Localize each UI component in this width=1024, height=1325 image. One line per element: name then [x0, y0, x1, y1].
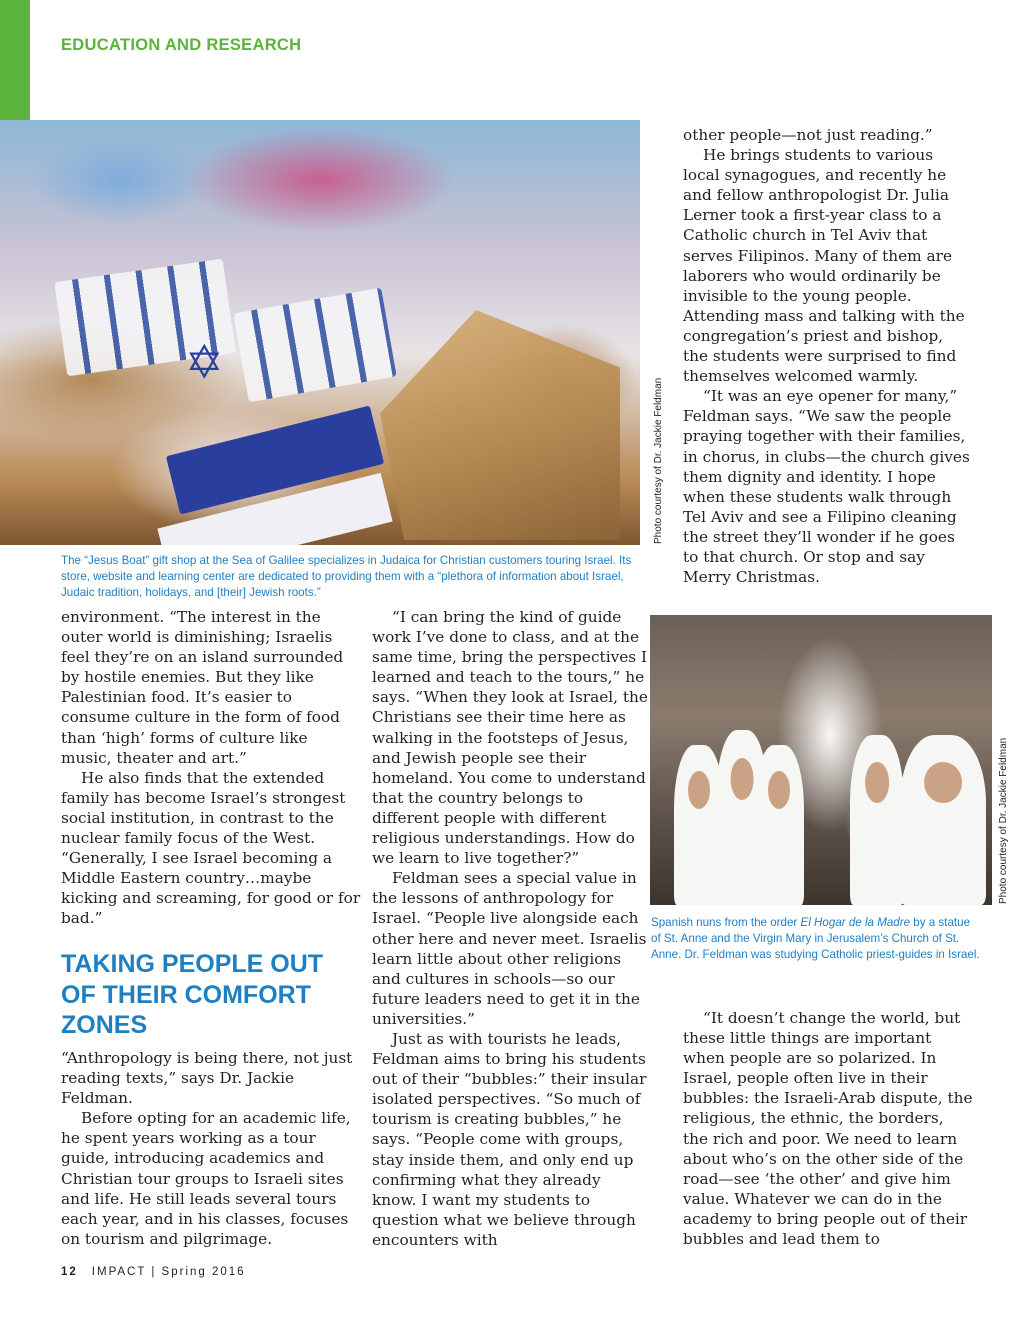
nun-figure: [850, 735, 904, 905]
photo-credit: Photo courtesy of Dr. Jackie Feldman: [998, 737, 1009, 904]
subheading: TAKING PEOPLE OUT OF THEIR COMFORT ZONES: [61, 950, 324, 1039]
photo-caption: Spanish nuns from the order El Hogar de la Madre by a statue of St. Anne and the Virgin Mary in Jerusalem’s Church of St. Anne. Dr. Feldman was studying Catholic priest-guides in Israel.: [651, 916, 980, 961]
paragraph: “It was an eye opener for many,” Feldman says. “We saw the people praying together with their families, in chorus, in clubs—the church gives them dignity and identity. I hope when these students walk through Tel Aviv and see a Filipino cleaning the street they’ll wonder if he goes to that church. Or stop and say Merry Christmas.: [683, 387, 970, 587]
article-column-right-bottom: [683, 1008, 973, 1249]
nun-figure: [754, 745, 804, 905]
section-label: EDUCATION AND RESEARCH: [61, 36, 302, 54]
paragraph: “Anthropology is being there, not just reading texts,” says Dr. Jackie Feldman.: [61, 1049, 353, 1108]
photo-credit: Photo courtesy of Dr. Jackie Feldman: [653, 377, 664, 544]
article-column-middle: [372, 607, 648, 1250]
paragraph: environment. “The interest in the outer world is diminishing; Israelis feel they’re on an island surrounded by hostile enemies. But they like Palestinian food. It’s easier to consume culture in the form of food than ‘high’ forms of culture like music, theater and art.”: [61, 608, 344, 767]
paragraph: Just as with tourists he leads, Feldman aims to bring his students out of their “bubbles:” their insular isolated perspectives. “So much of tourism is creating bubbles,” he says. “People come with groups, stay inside them, and only end up confirming what they already know. I want my students to question what we believe through encounters with: [372, 1029, 647, 1249]
paragraph: Before opting for an academic life, he spent years working as a tour guide, introducing academics and Christian tour groups to Israeli sites and life. He still leads several tours each year, and in his classes, focuses on tourism and pilgrimage.: [61, 1109, 351, 1248]
star-of-david-icon: ✡: [185, 335, 224, 389]
nuns-photo: [650, 615, 992, 905]
paragraph: He brings students to various local synagogues, and recently he and fellow anthropologist Dr. Julia Lerner took a first-year class to a Catholic church in Tel Aviv that serves Filipinos. Many of them are laborers who would ordinarily be invisible to the young people. Attending mass and talking with the congregation’s priest and bishop, the students were surprised to find themselves welcomed warmly.: [683, 146, 965, 386]
olive-wood-nativity-graphic: [380, 310, 620, 540]
photo-caption: The “Jesus Boat” gift shop at the Sea of Galilee specializes in Judaica for Christian customers touring Israel. Its store, website and learning center are dedicated to providing them with a “plethora of information about Israel, Judaic tradition, holidays, and [their] Jewish roots.”: [61, 554, 632, 599]
publication-name: IMPACT | Spring 2016: [91, 1266, 246, 1278]
paragraph: other people—not just reading.”: [683, 126, 933, 144]
gift-shop-photo: [0, 120, 640, 545]
paragraph: “It doesn’t change the world, but these little things are important when people are so polarized. In Israel, people often live in their bubbles: the Israeli-Arab dispute, the religious, the ethnic, the borders, the rich and poor. We need to learn about who’s on the other side of the road—see ‘the other’ and give him value. Whatever we can do in the academy to bring people out of their bubbles and lead them to: [683, 1009, 973, 1249]
article-column-left: [61, 607, 361, 929]
prayer-shawl-graphic: [233, 288, 396, 403]
article-column-right-top: [683, 125, 973, 587]
section-color-bar: [0, 0, 30, 120]
page-footer: [61, 1266, 246, 1278]
paragraph: “I can bring the kind of guide work I’ve done to class, and at the same time, bring the perspectives I learned and teach to the tours,” he says. “When they look at Israel, the Christians see their time here as walking in the footsteps of Jesus, and Jewish people see their homeland. You come to understand that the country belongs to different people with different religious understandings. How do we learn to live together?”: [372, 608, 648, 868]
paragraph: He also finds that the extended family has become Israel’s strongest social institution, in contrast to the nuclear family focus of the West. “Generally, I see Israel becoming a Middle Eastern country…maybe kicking and screaming, for good or for bad.”: [61, 768, 361, 928]
paragraph: Feldman sees a special value in the lessons of anthropology for Israel. “People live alongside each other here and never meet. Israelis learn little about other religions and cultures in schools—so our future leaders need to get it in the universities.”: [372, 869, 647, 1028]
article-column-left-lower: [61, 1048, 361, 1249]
nun-figure: [900, 735, 986, 905]
page-number: 12: [61, 1266, 78, 1278]
